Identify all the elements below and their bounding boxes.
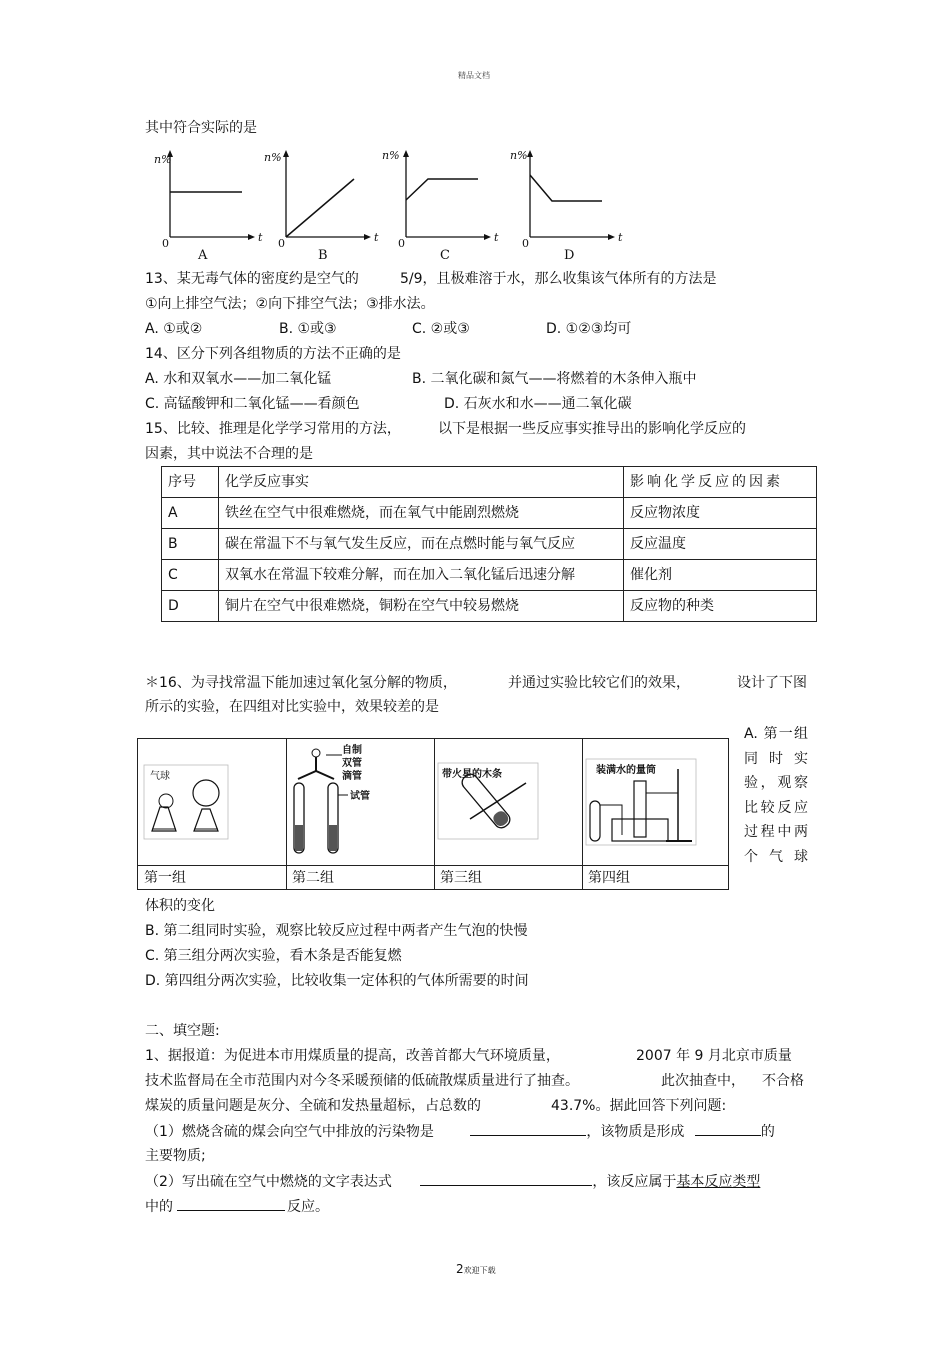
q15-line2: 因素，其中说法不合理的是	[145, 446, 313, 462]
q14-option-b: B. 二氧化碳和氮气——将燃着的木条伸入瓶中	[412, 371, 697, 387]
q13-line1b: 5/9，且极难溶于水，那么收集该气体所有的方法是	[400, 271, 717, 287]
graph-a-letter: A	[198, 248, 208, 263]
row-fact: 铜片在空气中很难燃烧，铜粉在空气中较易燃烧	[219, 591, 624, 622]
page-footer	[456, 1262, 496, 1276]
table-row	[162, 560, 817, 591]
group-1-label: 第一组	[144, 870, 186, 886]
graph-c-line	[406, 179, 478, 200]
page-number: 2	[456, 1262, 464, 1276]
dropper-label-2: 双管	[342, 758, 362, 769]
row-factor: 催化剂	[624, 560, 817, 591]
graph-c-xlabel: t	[494, 231, 499, 244]
s2-p2b: 此次抽查中，	[661, 1073, 745, 1089]
q16-line1b: 并通过实验比较它们的效果，	[508, 675, 690, 691]
q16-line1c: 设计了下图	[737, 675, 807, 691]
header-id: 序号	[162, 467, 219, 498]
graph-b-xlabel: t	[374, 231, 379, 244]
row-fact: 双氧水在常温下较难分解，而在加入二氧化锰后迅速分解	[219, 560, 624, 591]
graph-b-origin: 0	[278, 237, 285, 250]
experiment-group-1	[138, 739, 287, 889]
graph-d-origin: 0	[522, 237, 529, 250]
s2-sub2e: 反应。	[287, 1199, 329, 1215]
cylinder-label: 装满水的量筒	[596, 765, 656, 776]
q15-line1b: 以下是根据一些反应事实推导出的影响化学反应的	[438, 421, 746, 437]
equation-blank[interactable]	[420, 1171, 592, 1186]
header-fact: 化学反应事实	[219, 467, 624, 498]
reaction-type-blank[interactable]	[177, 1196, 285, 1211]
row-id: A	[162, 498, 219, 529]
graph-b	[264, 150, 379, 263]
q14-option-a: A. 水和双氧水——加二氧化锰	[145, 371, 332, 387]
balloon-label: 气球	[150, 771, 170, 782]
pollutant-blank[interactable]	[470, 1121, 586, 1136]
graph-b-ylabel: n%	[264, 151, 282, 164]
q16-option-d: D. 第四组分两次实验，比较收集一定体积的气体所需要的时间	[145, 973, 529, 989]
experiment-group-3	[434, 739, 583, 889]
splint-label: 带火星的木条	[442, 769, 502, 780]
graph-c-origin: 0	[398, 237, 405, 250]
s2-sub1a: （1）燃烧含硫的煤会向空气中排放的污染物是	[145, 1124, 434, 1140]
group-2-label: 第二组	[292, 870, 334, 886]
s2-p3b: 43.7%。据此回答下列问题:	[551, 1098, 727, 1114]
s2-sub2-line2	[145, 1196, 329, 1217]
row-fact: 碳在常温下不与氧气发生反应，而在点燃时能与氧气反应	[219, 529, 624, 560]
s2-p1a: 1、据报道：为促进本市用煤质量的提高，改善首都大气环境质量，	[145, 1048, 560, 1064]
page-header: 精品文档	[458, 71, 490, 80]
experiment-group-2	[286, 739, 435, 889]
graph-a-ylabel: n%	[154, 153, 172, 166]
graph-d-line	[530, 175, 602, 201]
graph-b-letter: B	[318, 248, 328, 263]
q14-option-c: C. 高锰酸钾和二氧化锰——看颜色	[145, 396, 360, 412]
section-2-title: 二、填空题:	[145, 1023, 220, 1039]
intro-text: 其中符合实际的是	[145, 120, 257, 136]
q16-option-b: B. 第二组同时实验，观察比较反应过程中两者产生气泡的快慢	[145, 923, 528, 939]
q16-line2: 所示的实验，在四组对比实验中，效果较差的是	[145, 699, 439, 715]
graph-b-line	[286, 179, 354, 237]
q14-stem: 14、区分下列各组物质的方法不正确的是	[145, 346, 401, 362]
s2-sub2-line	[145, 1171, 760, 1192]
table-row	[162, 498, 817, 529]
graph-c-ylabel: n%	[382, 149, 400, 162]
graph-d	[510, 149, 623, 263]
graph-d-letter: D	[564, 248, 575, 263]
s2-sub2c: 基本反应类型	[676, 1174, 761, 1190]
row-factor: 反应物浓度	[624, 498, 817, 529]
q13-line2: ①向上排空气法；②向下排空气法；③排水法。	[145, 296, 435, 312]
group-4-label: 第四组	[588, 870, 630, 886]
graphs-figure	[140, 145, 623, 263]
row-fact: 铁丝在空气中很难燃烧，而在氧气中能剧烈燃烧	[219, 498, 624, 529]
q13-line1a: 13、某无毒气体的密度约是空气的	[145, 271, 359, 287]
graph-a-origin: 0	[162, 237, 169, 250]
q13-option-c: C. ②或③	[412, 321, 470, 337]
s2-sub1c: 的	[760, 1124, 775, 1140]
q16-option-a-side: A. 第一组同时实验，观察比较反应过程中两个气球	[744, 726, 808, 865]
s2-sub2a: （2）写出硫在空气中燃烧的文字表达式	[145, 1174, 392, 1190]
row-id: C	[162, 560, 219, 591]
s2-sub2b: ，该反应属于	[592, 1174, 677, 1190]
q16-option-a-tail: 体积的变化	[145, 898, 215, 914]
s2-p2a: 技术监督局在全市范围内对今冬采暖预储的低硫散煤质量进行了抽查。	[145, 1073, 579, 1089]
s2-sub1-line	[145, 1121, 775, 1142]
row-id: D	[162, 591, 219, 622]
row-factor: 反应温度	[624, 529, 817, 560]
graph-c	[382, 149, 499, 263]
dropper-label-3: 滴管	[342, 771, 362, 782]
experiment-figure	[137, 738, 729, 890]
s2-sub1d: 主要物质;	[145, 1148, 206, 1164]
table-header-row	[162, 467, 817, 498]
formation-blank[interactable]	[695, 1121, 761, 1136]
group-3-label: 第三组	[440, 870, 482, 886]
header-factor: 影响化学反应的因素	[624, 467, 817, 498]
q13-option-b: B. ①或③	[279, 321, 337, 337]
table-row	[162, 591, 817, 622]
graph-a	[154, 150, 263, 263]
table-row	[162, 529, 817, 560]
experiment-group-4	[582, 739, 728, 889]
s2-p2c: 不合格	[762, 1073, 804, 1089]
s2-p3a: 煤炭的质量问题是灰分、全硫和发热量超标，占总数的	[145, 1098, 481, 1114]
q15-line1a: 15、比较、推理是化学学习常用的方法，	[145, 421, 401, 437]
graph-d-ylabel: n%	[510, 149, 528, 162]
graph-a-xlabel: t	[258, 231, 263, 244]
q16-option-c: C. 第三组分两次实验，看木条是否能复燃	[145, 948, 402, 964]
s2-p1b: 2007 年 9 月北京市质量	[636, 1048, 792, 1064]
reaction-facts-table	[161, 466, 817, 622]
row-factor: 反应物的种类	[624, 591, 817, 622]
q13-option-a: A. ①或②	[145, 321, 203, 337]
q14-option-d: D. 石灰水和水——通二氧化碳	[444, 396, 632, 412]
footer-text: 欢迎下载	[463, 1266, 496, 1275]
q16-line1a: ＊16、为寻找常温下能加速过氧化氢分解的物质，	[145, 675, 457, 691]
s2-sub2d: 中的	[145, 1199, 173, 1215]
graph-c-letter: C	[440, 248, 450, 263]
tube-label: 试管	[350, 791, 370, 802]
dropper-label-1: 自制	[342, 745, 362, 756]
s2-sub1b: ，该物质是形成	[586, 1124, 685, 1140]
graph-d-xlabel: t	[618, 231, 623, 244]
row-id: B	[162, 529, 219, 560]
q13-option-d: D. ①②③均可	[546, 321, 632, 337]
